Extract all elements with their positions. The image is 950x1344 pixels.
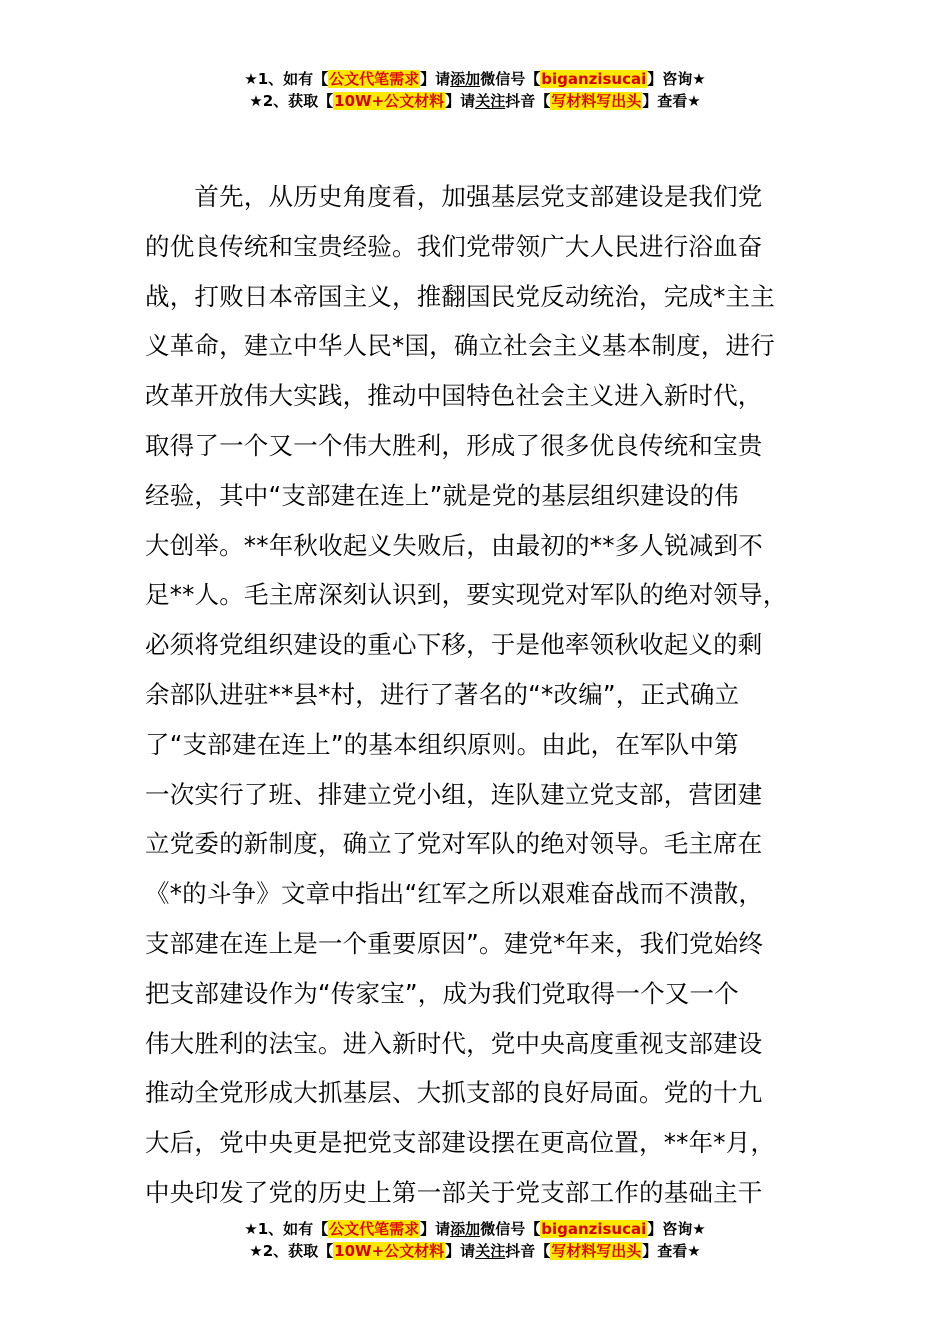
star-icon: ★ — [249, 1242, 263, 1260]
footer-banner-line-1 — [0, 1218, 950, 1240]
body-line: 义革命，建立中华人民*国，确立社会主义基本制度，进行 — [145, 331, 775, 361]
banner-text: 】查看 — [642, 92, 688, 110]
header-banner-line-2 — [0, 90, 950, 112]
banner-text: 】请 — [420, 70, 451, 88]
star-icon: ★ — [692, 1220, 706, 1238]
footer-banner — [0, 1218, 950, 1262]
body-line: 一次实行了班、排建立党小组，连队建立党支部，营团建 — [145, 779, 763, 809]
body-line: 取得了一个又一个伟大胜利，形成了很多优良传统和宝贵 — [145, 430, 763, 460]
footer-banner-line-2 — [0, 1240, 950, 1262]
banner-text: 2、获取【 — [262, 92, 334, 110]
header-banner-line-1 — [0, 68, 950, 90]
body-line: 的优良传统和宝贵经验。我们党带领广大人民进行浴血奋 — [145, 231, 763, 261]
body-line: 把支部建设作为“传家宝”，成为我们党取得一个又一个 — [145, 978, 739, 1008]
banner-text: 】请 — [420, 1220, 451, 1238]
header-banner — [0, 68, 950, 112]
highlight-service: 公文代笔需求 — [329, 70, 420, 88]
banner-text: 微信号【 — [480, 1220, 541, 1238]
body-line: 立党委的新制度，确立了党对军队的绝对领导。毛主席在 — [145, 829, 763, 859]
body-line: 《*的斗争》文章中指出“红军之所以艰难奋战而不溃散， — [145, 879, 764, 909]
underlined-text: 关注 — [475, 92, 506, 110]
star-icon: ★ — [692, 70, 706, 88]
highlight-service: 公文代笔需求 — [329, 1220, 420, 1238]
banner-text: 】查看 — [642, 1242, 688, 1260]
body-line: 了“支部建在连上”的基本组织原则。由此，在军队中第 — [145, 729, 739, 759]
banner-text: 微信号【 — [480, 70, 541, 88]
body-line: 中央印发了党的历史上第一部关于党支部工作的基础主干 — [145, 1177, 763, 1207]
body-line: 大创举。**年秋收起义失败后，由最初的**多人锐减到不 — [145, 530, 763, 560]
body-line: 伟大胜利的法宝。进入新时代，党中央高度重视支部建设 — [145, 1028, 763, 1058]
body-line: 改革开放伟大实践，推动中国特色社会主义进入新时代， — [145, 381, 763, 411]
document-body — [145, 172, 835, 1218]
body-line: 支部建在连上是一个重要原因”。建党*年来，我们党始终 — [145, 928, 764, 958]
banner-text: 】咨询 — [647, 1220, 693, 1238]
banner-text: 】请 — [445, 92, 476, 110]
body-line: 余部队进驻**县*村，进行了著名的“*改编”，正式确立 — [145, 679, 740, 709]
highlight-materials: 10W+公文材料 — [334, 92, 445, 110]
star-icon: ★ — [244, 1220, 258, 1238]
body-line: 大后，党中央更是把党支部建设摆在更高位置，**年*月， — [145, 1128, 776, 1158]
highlight-douyin-account: 写材料写出头 — [551, 1242, 642, 1260]
star-icon: ★ — [687, 92, 701, 110]
highlight-douyin-account: 写材料写出头 — [551, 92, 642, 110]
body-line: 首先，从历史角度看，加强基层党支部建设是我们党 — [145, 182, 763, 211]
body-line: 足**人。毛主席深刻认识到，要实现党对军队的绝对领导， — [145, 580, 788, 610]
underlined-text: 添加 — [450, 1220, 481, 1238]
banner-text: 抖音【 — [505, 1242, 551, 1260]
underlined-text: 添加 — [450, 70, 481, 88]
star-icon: ★ — [249, 92, 263, 110]
highlight-materials: 10W+公文材料 — [334, 1242, 445, 1260]
banner-text: 抖音【 — [505, 92, 551, 110]
banner-text: 1、如有【 — [257, 1220, 329, 1238]
banner-text: 2、获取【 — [262, 1242, 334, 1260]
body-line: 必须将党组织建设的重心下移，于是他率领秋收起义的剩 — [145, 630, 763, 660]
underlined-text: 关注 — [475, 1242, 506, 1260]
highlight-wechat-id: biganzisucai — [541, 70, 647, 88]
banner-text: 】咨询 — [647, 70, 693, 88]
banner-text: 】请 — [445, 1242, 476, 1260]
body-line: 推动全党形成大抓基层、大抓支部的良好局面。党的十九 — [145, 1078, 763, 1108]
highlight-wechat-id: biganzisucai — [541, 1220, 647, 1238]
body-line: 战，打败日本帝国主义，推翻国民党反动统治，完成*主主 — [145, 281, 775, 311]
star-icon: ★ — [687, 1242, 701, 1260]
star-icon: ★ — [244, 70, 258, 88]
banner-text: 1、如有【 — [257, 70, 329, 88]
body-line: 经验，其中“支部建在连上”就是党的基层组织建设的伟 — [145, 480, 739, 510]
